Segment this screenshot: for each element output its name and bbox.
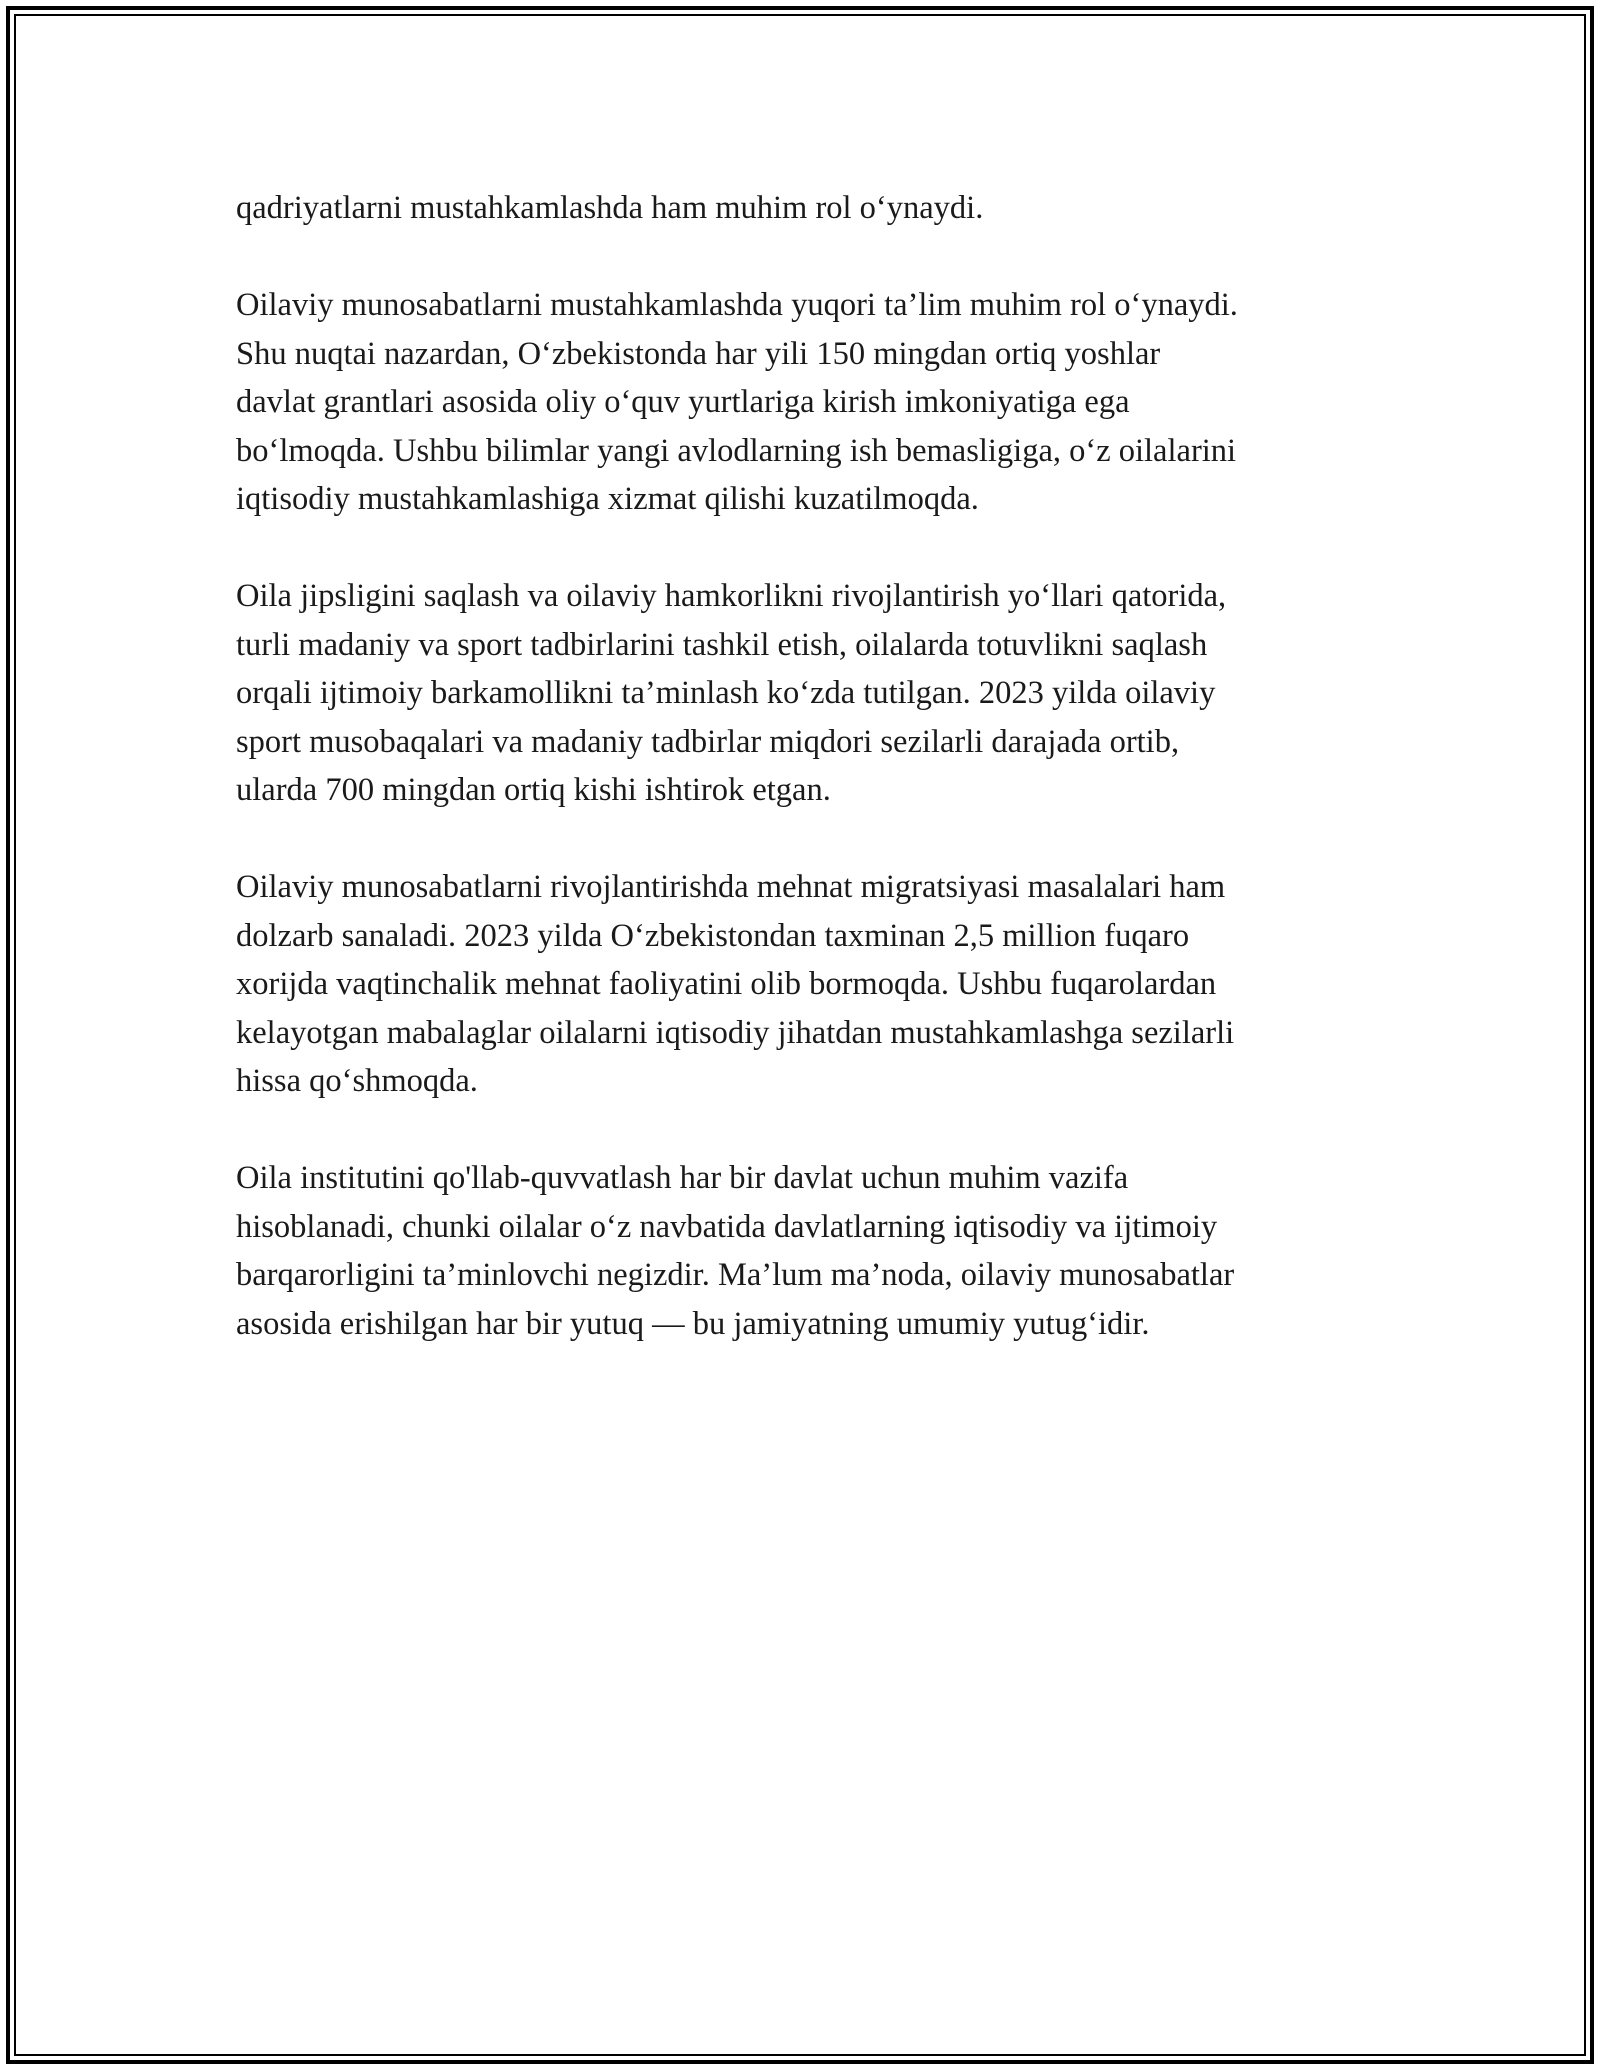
text-line: turli madaniy va sport tadbirlarini tashkil etish, oilalarda totuvlikni saqlash: [236, 626, 1208, 663]
paragraph-3: [236, 572, 1376, 815]
text-line: dolzarb sanaladi. 2023 yilda O‘zbekistondan taxminan 2,5 million fuqaro: [236, 917, 1190, 954]
text-line: bo‘lmoqda. Ushbu bilimlar yangi avlodlarning ish bemasligiga, o‘z oilalarini: [236, 432, 1237, 469]
text-line: qadriyatlarni mustahkamlashda ham muhim rol o‘ynaydi.: [236, 190, 984, 226]
paragraph-1: [236, 184, 1376, 233]
paragraph-5: [236, 1154, 1376, 1348]
text-line: hissa qo‘shmoqda.: [236, 1063, 478, 1099]
document-body: [236, 184, 1376, 1397]
text-line: Oila institutini qo'llab-quvvatlash har bir davlat uchun muhim vazifa: [236, 1160, 1129, 1196]
text-line: kelayotgan mabalaglar oilalarni iqtisodiy jihatdan mustahkamlashga sezilarli: [236, 1014, 1235, 1051]
text-line: asosida erishilgan har bir yutuq — bu jamiyatning umumiy yutug‘idir.: [236, 1305, 1150, 1342]
text-line: barqarorligini ta’minlovchi negizdir. Ma’lum ma’noda, oilaviy munosabatlar: [236, 1257, 1235, 1293]
text-line: Oilaviy munosabatlarni rivojlantirishda mehnat migratsiyasi masalalari ham: [236, 869, 1226, 905]
text-line: ularda 700 mingdan ortiq kishi ishtirok etgan.: [236, 772, 831, 808]
text-line: orqali ijtimoiy barkamollikni ta’minlash ko‘zda tutilgan. 2023 yilda oilaviy: [236, 675, 1216, 711]
paragraph-2: [236, 281, 1376, 524]
text-line: iqtisodiy mustahkamlashiga xizmat qilishi kuzatilmoqda.: [236, 481, 979, 517]
text-line: xorijda vaqtinchalik mehnat faoliyatini olib bormoqda. Ushbu fuqarolardan: [236, 966, 1217, 1002]
text-line: Oila jipsligini saqlash va oilaviy hamkorlikni rivojlantirish yo‘llari qatorida,: [236, 578, 1227, 614]
paragraph-4: [236, 863, 1376, 1106]
text-line: sport musobaqalari va madaniy tadbirlar miqdori sezilarli darajada ortib,: [236, 723, 1180, 760]
text-line: davlat grantlari asosida oliy o‘quv yurtlariga kirish imkoniyatiga ega: [236, 384, 1130, 420]
text-line: Oilaviy munosabatlarni mustahkamlashda yuqori ta’lim muhim rol o‘ynaydi.: [236, 287, 1238, 323]
text-line: Shu nuqtai nazardan, O‘zbekistonda har yili 150 mingdan ortiq yoshlar: [236, 335, 1161, 372]
text-line: hisoblanadi, chunki oilalar o‘z navbatida davlatlarning iqtisodiy va ijtimoiy: [236, 1208, 1218, 1245]
